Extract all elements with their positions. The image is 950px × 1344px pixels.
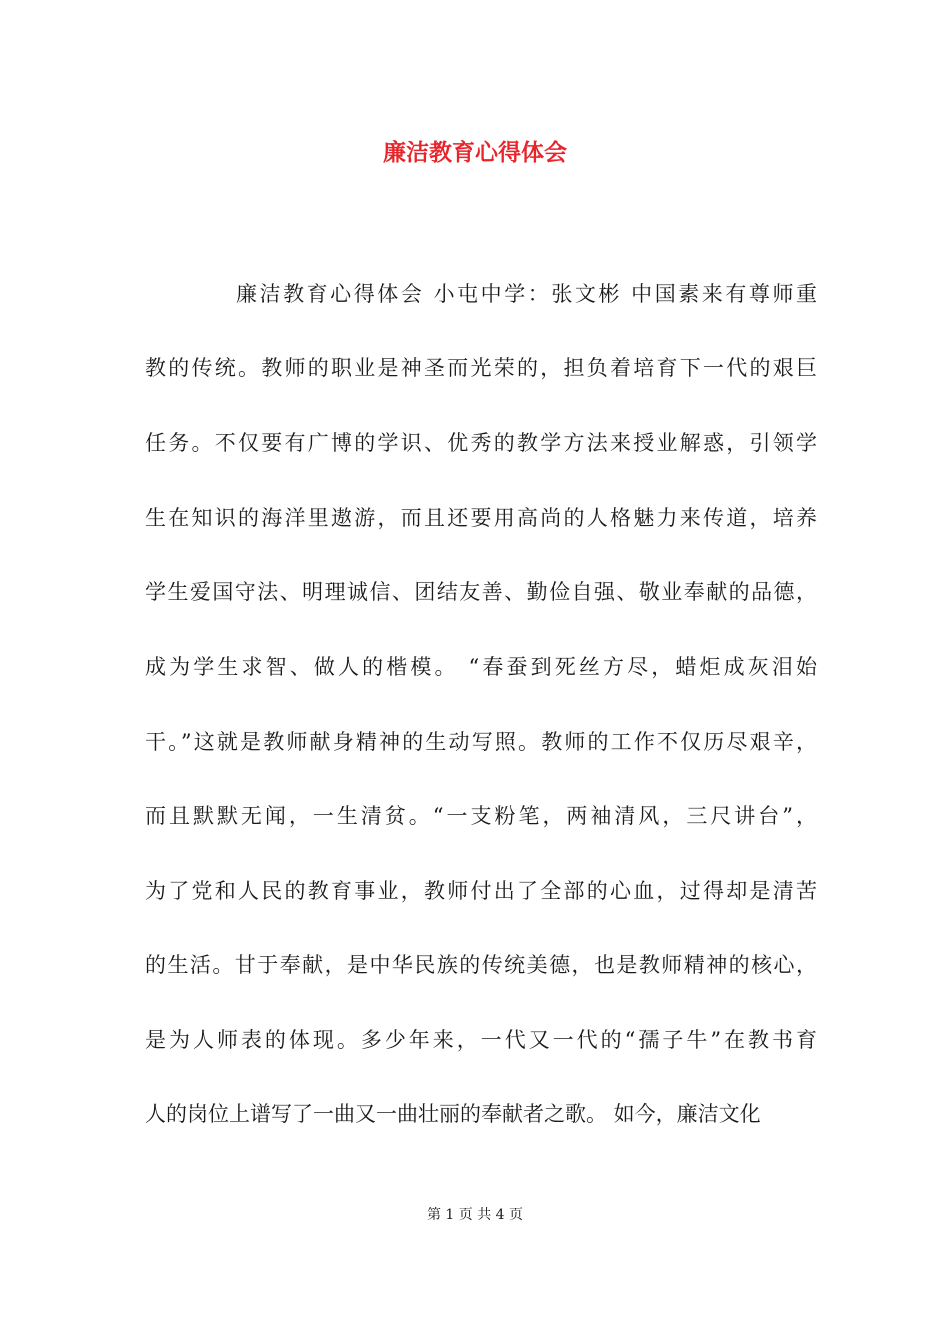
paragraph-line: 的生活。甘于奉献，是中华民族的传统美德，也是教师精神的核心，: [145, 953, 817, 977]
paragraph-line: 人的岗位上谱写了一曲又一曲壮丽的奉献者之歌。 如今，廉洁文化: [145, 1102, 761, 1126]
paragraph-line: 学生爱国守法、明理诚信、团结友善、勤俭自强、敬业奉献的品德，: [145, 580, 817, 604]
page-number-footer: 第 1 页 共 4 页: [426, 1207, 524, 1223]
paragraph-line: 为了党和人民的教育事业，教师付出了全部的心血，过得却是清苦: [145, 879, 817, 903]
paragraph-line: 是为人师表的体现。多少年来，一代又一代的“孺子牛”在教书育: [145, 1028, 817, 1052]
paragraph-line: 任务。不仅要有广博的学识、优秀的教学方法来授业解惑，引领学: [145, 431, 817, 455]
document-title: 廉洁教育心得体会: [383, 139, 567, 166]
paragraph-line: 廉洁教育心得体会 小屯中学：张文彬 中国素来有尊师重: [236, 282, 817, 306]
paragraph-line: 教的传统。教师的职业是神圣而光荣的，担负着培育下一代的艰巨: [145, 356, 817, 380]
paragraph-line: 生在知识的海洋里遨游，而且还要用高尚的人格魅力来传道，培养: [145, 506, 817, 530]
paragraph-line: 而且默默无闻，一生清贫。“一支粉笔，两袖清风，三尺讲台”，: [145, 804, 817, 828]
paragraph-line: 干。”这就是教师献身精神的生动写照。教师的工作不仅历尽艰辛，: [145, 730, 817, 754]
paragraph-line: 成为学生求智、做人的楷模。 “春蚕到死丝方尽，蜡炬成灰泪始: [145, 655, 817, 679]
